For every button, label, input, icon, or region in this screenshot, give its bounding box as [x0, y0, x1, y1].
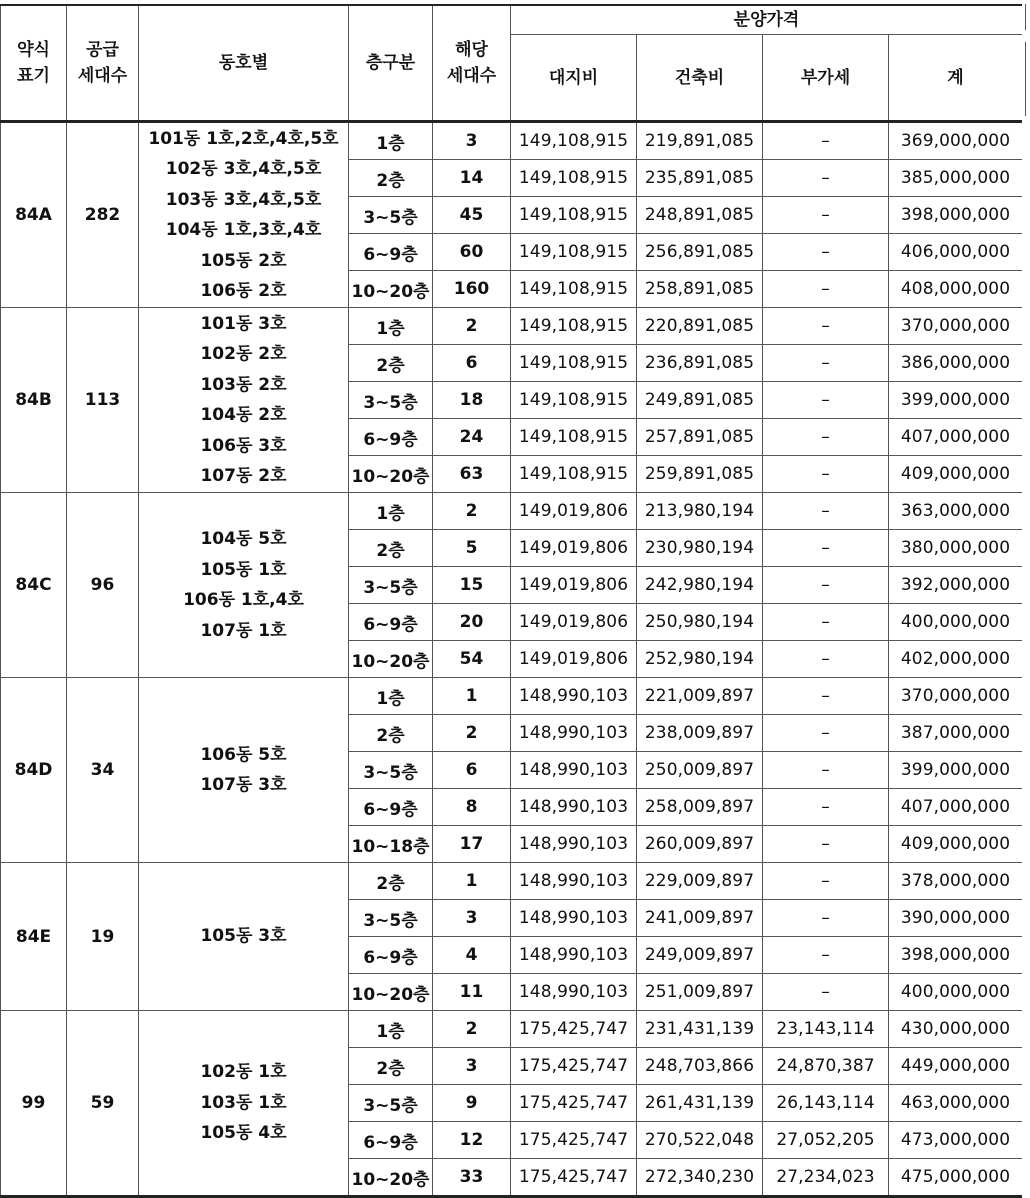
- dong-room-line: 106동 5호: [200, 744, 287, 765]
- vat-cell: –: [763, 715, 889, 752]
- dong-room-line: 105동 1호: [200, 559, 287, 580]
- units-cell: 1: [433, 678, 511, 715]
- vat-cell: –: [763, 567, 889, 604]
- total-price-cell: 463,000,000: [889, 1085, 1023, 1122]
- vat-cell: –: [763, 419, 889, 456]
- total-price-cell: 430,000,000: [889, 1011, 1023, 1048]
- total-price-cell: 407,000,000: [889, 789, 1023, 826]
- table-row: [1, 308, 1023, 345]
- dong-room-line: 104동 5호: [200, 529, 287, 549]
- land-price-cell: 175,425,747: [511, 1085, 637, 1122]
- land-price-cell: 175,425,747: [511, 1122, 637, 1159]
- floor-cell: 3~5층: [349, 752, 433, 789]
- units-cell: 6: [433, 345, 511, 382]
- table-body: [1, 122, 1023, 1197]
- floor-cell: 10~20층: [349, 974, 433, 1011]
- type-cell: 84B: [1, 308, 67, 493]
- price-table: [0, 4, 1023, 1198]
- land-price-cell: 149,108,915: [511, 308, 637, 345]
- dong-room-line: 106동 1호,4호: [183, 590, 304, 610]
- floor-cell: 1층: [349, 493, 433, 530]
- building-price-cell: 252,980,194: [637, 641, 763, 678]
- building-price-cell: 231,431,139: [637, 1011, 763, 1048]
- land-price-cell: 175,425,747: [511, 1048, 637, 1085]
- land-price-cell: 149,019,806: [511, 530, 637, 567]
- land-price-cell: 175,425,747: [511, 1011, 637, 1048]
- floor-cell: 3~5층: [349, 1085, 433, 1122]
- vat-cell: –: [763, 752, 889, 789]
- right-edge-mask: [1022, 0, 1030, 1198]
- floor-cell: 6~9층: [349, 419, 433, 456]
- dong-room-line: 103동 3호,4호,5호: [165, 189, 322, 210]
- dong-room-line: 107동 1호: [200, 620, 287, 641]
- vat-cell: –: [763, 271, 889, 308]
- building-price-cell: 248,703,866: [637, 1048, 763, 1085]
- header-units: 해당 세대수: [433, 5, 511, 122]
- floor-cell: 3~5층: [349, 197, 433, 234]
- land-price-cell: 149,108,915: [511, 419, 637, 456]
- land-price-cell: 149,108,915: [511, 382, 637, 419]
- units-cell: 2: [433, 493, 511, 530]
- land-price-cell: 149,019,806: [511, 641, 637, 678]
- dong-room-line: 102동 3호,4호,5호: [165, 159, 322, 179]
- vat-cell: 26,143,114: [763, 1085, 889, 1122]
- units-cell: 4: [433, 937, 511, 974]
- land-price-cell: 149,019,806: [511, 604, 637, 641]
- land-price-cell: 148,990,103: [511, 974, 637, 1011]
- dong-rooms-cell: [139, 863, 349, 1011]
- dong-room-line: 101동 3호: [200, 313, 287, 334]
- total-price-cell: 387,000,000: [889, 715, 1023, 752]
- total-price-cell: 369,000,000: [889, 122, 1023, 160]
- land-price-cell: 148,990,103: [511, 752, 637, 789]
- vat-cell: 23,143,114: [763, 1011, 889, 1048]
- floor-cell: 10~18층: [349, 826, 433, 863]
- building-price-cell: 250,009,897: [637, 752, 763, 789]
- vat-cell: –: [763, 789, 889, 826]
- dong-room-line: 105동 2호: [200, 250, 287, 271]
- floor-cell: 10~20층: [349, 456, 433, 493]
- vat-cell: –: [763, 493, 889, 530]
- type-cell: 84E: [1, 863, 67, 1011]
- building-price-cell: 261,431,139: [637, 1085, 763, 1122]
- dong-room-line: 102동 2호: [200, 344, 287, 364]
- vat-cell: –: [763, 641, 889, 678]
- total-price-cell: 402,000,000: [889, 641, 1023, 678]
- building-price-cell: 251,009,897: [637, 974, 763, 1011]
- floor-cell: 6~9층: [349, 234, 433, 271]
- floor-cell: 2층: [349, 160, 433, 197]
- total-price-cell: 380,000,000: [889, 530, 1023, 567]
- building-price-cell: 257,891,085: [637, 419, 763, 456]
- dong-room-line: 106동 2호: [200, 281, 287, 301]
- total-price-cell: 363,000,000: [889, 493, 1023, 530]
- total-price-cell: 400,000,000: [889, 974, 1023, 1011]
- units-cell: 3: [433, 1048, 511, 1085]
- floor-cell: 1층: [349, 308, 433, 345]
- type-cell: 84D: [1, 678, 67, 863]
- units-cell: 2: [433, 1011, 511, 1048]
- table-row: [1, 493, 1023, 530]
- vat-cell: –: [763, 937, 889, 974]
- total-price-cell: 390,000,000: [889, 900, 1023, 937]
- building-price-cell: 230,980,194: [637, 530, 763, 567]
- floor-cell: 2층: [349, 530, 433, 567]
- floor-cell: 10~20층: [349, 641, 433, 678]
- header-building: 건축비: [637, 35, 763, 122]
- land-price-cell: 149,108,915: [511, 456, 637, 493]
- right-edge-line: [1025, 42, 1026, 116]
- floor-cell: 6~9층: [349, 789, 433, 826]
- land-price-cell: 149,019,806: [511, 493, 637, 530]
- floor-cell: 1층: [349, 678, 433, 715]
- land-price-cell: 149,108,915: [511, 197, 637, 234]
- floor-cell: 3~5층: [349, 382, 433, 419]
- building-price-cell: 213,980,194: [637, 493, 763, 530]
- total-price-cell: 409,000,000: [889, 826, 1023, 863]
- total-price-cell: 399,000,000: [889, 752, 1023, 789]
- dong-rooms-cell: [139, 493, 349, 678]
- dong-room-line: 105동 4호: [200, 1123, 287, 1144]
- vat-cell: –: [763, 863, 889, 900]
- floor-cell: 1층: [349, 122, 433, 160]
- supply-cell: 59: [67, 1011, 139, 1197]
- total-price-cell: 398,000,000: [889, 197, 1023, 234]
- floor-cell: 2층: [349, 345, 433, 382]
- building-price-cell: 272,340,230: [637, 1159, 763, 1197]
- building-price-cell: 249,891,085: [637, 382, 763, 419]
- dong-rooms-cell: [139, 122, 349, 308]
- units-cell: 1: [433, 863, 511, 900]
- vat-cell: –: [763, 900, 889, 937]
- type-cell: 84C: [1, 493, 67, 678]
- total-price-cell: 406,000,000: [889, 234, 1023, 271]
- building-price-cell: 242,980,194: [637, 567, 763, 604]
- dong-room-line: 102동 1호: [200, 1062, 287, 1083]
- total-price-cell: 407,000,000: [889, 419, 1023, 456]
- table-row: [1, 678, 1023, 715]
- land-price-cell: 148,990,103: [511, 900, 637, 937]
- units-cell: 3: [433, 122, 511, 160]
- building-price-cell: 241,009,897: [637, 900, 763, 937]
- land-price-cell: 149,108,915: [511, 345, 637, 382]
- land-price-cell: 148,990,103: [511, 937, 637, 974]
- floor-cell: 6~9층: [349, 1122, 433, 1159]
- dong-room-line: 107동 3호: [200, 775, 287, 795]
- supply-cell: 19: [67, 863, 139, 1011]
- floor-cell: 3~5층: [349, 567, 433, 604]
- building-price-cell: 219,891,085: [637, 122, 763, 160]
- land-price-cell: 149,108,915: [511, 271, 637, 308]
- units-cell: 9: [433, 1085, 511, 1122]
- dong-room-line: 107동 2호: [200, 466, 287, 486]
- vat-cell: –: [763, 456, 889, 493]
- total-price-cell: 370,000,000: [889, 678, 1023, 715]
- building-price-cell: 235,891,085: [637, 160, 763, 197]
- supply-cell: 34: [67, 678, 139, 863]
- vat-cell: –: [763, 197, 889, 234]
- units-cell: 45: [433, 197, 511, 234]
- floor-cell: 6~9층: [349, 604, 433, 641]
- building-price-cell: 229,009,897: [637, 863, 763, 900]
- dong-room-line: 103동 1호: [200, 1092, 287, 1113]
- units-cell: 2: [433, 715, 511, 752]
- units-cell: 54: [433, 641, 511, 678]
- building-price-cell: 259,891,085: [637, 456, 763, 493]
- total-price-cell: 475,000,000: [889, 1159, 1023, 1197]
- header-price-group: 분양가격: [511, 5, 1023, 35]
- land-price-cell: 149,019,806: [511, 567, 637, 604]
- floor-cell: 10~20층: [349, 1159, 433, 1197]
- total-price-cell: 473,000,000: [889, 1122, 1023, 1159]
- table-row: [1, 863, 1023, 900]
- units-cell: 15: [433, 567, 511, 604]
- header-land: 대지비: [511, 35, 637, 122]
- total-price-cell: 398,000,000: [889, 937, 1023, 974]
- vat-cell: –: [763, 345, 889, 382]
- building-price-cell: 248,891,085: [637, 197, 763, 234]
- building-price-cell: 250,980,194: [637, 604, 763, 641]
- supply-cell: 113: [67, 308, 139, 493]
- land-price-cell: 148,990,103: [511, 863, 637, 900]
- land-price-cell: 148,990,103: [511, 826, 637, 863]
- total-price-cell: 392,000,000: [889, 567, 1023, 604]
- land-price-cell: 149,108,915: [511, 122, 637, 160]
- dong-room-line: 105동 3호: [200, 926, 287, 947]
- building-price-cell: 249,009,897: [637, 937, 763, 974]
- vat-cell: –: [763, 122, 889, 160]
- supply-cell: 96: [67, 493, 139, 678]
- building-price-cell: 258,891,085: [637, 271, 763, 308]
- total-price-cell: 370,000,000: [889, 308, 1023, 345]
- units-cell: 17: [433, 826, 511, 863]
- total-price-cell: 400,000,000: [889, 604, 1023, 641]
- vat-cell: –: [763, 678, 889, 715]
- units-cell: 18: [433, 382, 511, 419]
- header-supply: 공급 세대수: [67, 5, 139, 122]
- floor-cell: 6~9층: [349, 937, 433, 974]
- units-cell: 6: [433, 752, 511, 789]
- units-cell: 5: [433, 530, 511, 567]
- floor-cell: 2층: [349, 863, 433, 900]
- vat-cell: –: [763, 382, 889, 419]
- building-price-cell: 238,009,897: [637, 715, 763, 752]
- land-price-cell: 175,425,747: [511, 1159, 637, 1197]
- units-cell: 24: [433, 419, 511, 456]
- total-price-cell: 385,000,000: [889, 160, 1023, 197]
- building-price-cell: 258,009,897: [637, 789, 763, 826]
- header-vat: 부가세: [763, 35, 889, 122]
- land-price-cell: 148,990,103: [511, 678, 637, 715]
- dong-room-line: 101동 1호,2호,4호,5호: [148, 128, 339, 149]
- vat-cell: –: [763, 974, 889, 1011]
- total-price-cell: 449,000,000: [889, 1048, 1023, 1085]
- floor-cell: 10~20층: [349, 271, 433, 308]
- units-cell: 160: [433, 271, 511, 308]
- units-cell: 3: [433, 900, 511, 937]
- land-price-cell: 149,108,915: [511, 234, 637, 271]
- dong-rooms-cell: [139, 1011, 349, 1197]
- units-cell: 14: [433, 160, 511, 197]
- dong-rooms-cell: [139, 308, 349, 493]
- type-cell: 84A: [1, 122, 67, 308]
- units-cell: 20: [433, 604, 511, 641]
- land-price-cell: 148,990,103: [511, 715, 637, 752]
- building-price-cell: 236,891,085: [637, 345, 763, 382]
- vat-cell: 27,234,023: [763, 1159, 889, 1197]
- dong-rooms-cell: [139, 678, 349, 863]
- header-dong: 동호별: [139, 5, 349, 122]
- units-cell: 2: [433, 308, 511, 345]
- units-cell: 8: [433, 789, 511, 826]
- total-price-cell: 378,000,000: [889, 863, 1023, 900]
- header-type: 약식 표기: [1, 5, 67, 122]
- floor-cell: 1층: [349, 1011, 433, 1048]
- table-row: [1, 122, 1023, 160]
- building-price-cell: 260,009,897: [637, 826, 763, 863]
- floor-cell: 2층: [349, 1048, 433, 1085]
- dong-room-line: 103동 2호: [200, 374, 287, 395]
- building-price-cell: 220,891,085: [637, 308, 763, 345]
- table-row: [1, 1011, 1023, 1048]
- vat-cell: –: [763, 604, 889, 641]
- floor-cell: 2층: [349, 715, 433, 752]
- dong-room-line: 104동 2호: [200, 405, 287, 425]
- building-price-cell: 256,891,085: [637, 234, 763, 271]
- header-floor: 층구분: [349, 5, 433, 122]
- supply-cell: 282: [67, 122, 139, 308]
- vat-cell: –: [763, 530, 889, 567]
- land-price-cell: 149,108,915: [511, 160, 637, 197]
- dong-room-line: 104동 1호,3호,4호: [165, 220, 322, 240]
- building-price-cell: 221,009,897: [637, 678, 763, 715]
- vat-cell: –: [763, 826, 889, 863]
- units-cell: 60: [433, 234, 511, 271]
- right-edge-line: [1025, 4, 1026, 30]
- header-total: 계: [889, 35, 1023, 122]
- floor-cell: 3~5층: [349, 900, 433, 937]
- vat-cell: 27,052,205: [763, 1122, 889, 1159]
- units-cell: 63: [433, 456, 511, 493]
- building-price-cell: 270,522,048: [637, 1122, 763, 1159]
- vat-cell: –: [763, 160, 889, 197]
- vat-cell: –: [763, 308, 889, 345]
- units-cell: 12: [433, 1122, 511, 1159]
- total-price-cell: 386,000,000: [889, 345, 1023, 382]
- total-price-cell: 409,000,000: [889, 456, 1023, 493]
- land-price-cell: 148,990,103: [511, 789, 637, 826]
- total-price-cell: 408,000,000: [889, 271, 1023, 308]
- table-header: [1, 5, 1023, 122]
- units-cell: 33: [433, 1159, 511, 1197]
- dong-room-line: 106동 3호: [200, 435, 287, 456]
- vat-cell: –: [763, 234, 889, 271]
- total-price-cell: 399,000,000: [889, 382, 1023, 419]
- units-cell: 11: [433, 974, 511, 1011]
- vat-cell: 24,870,387: [763, 1048, 889, 1085]
- type-cell: 99: [1, 1011, 67, 1197]
